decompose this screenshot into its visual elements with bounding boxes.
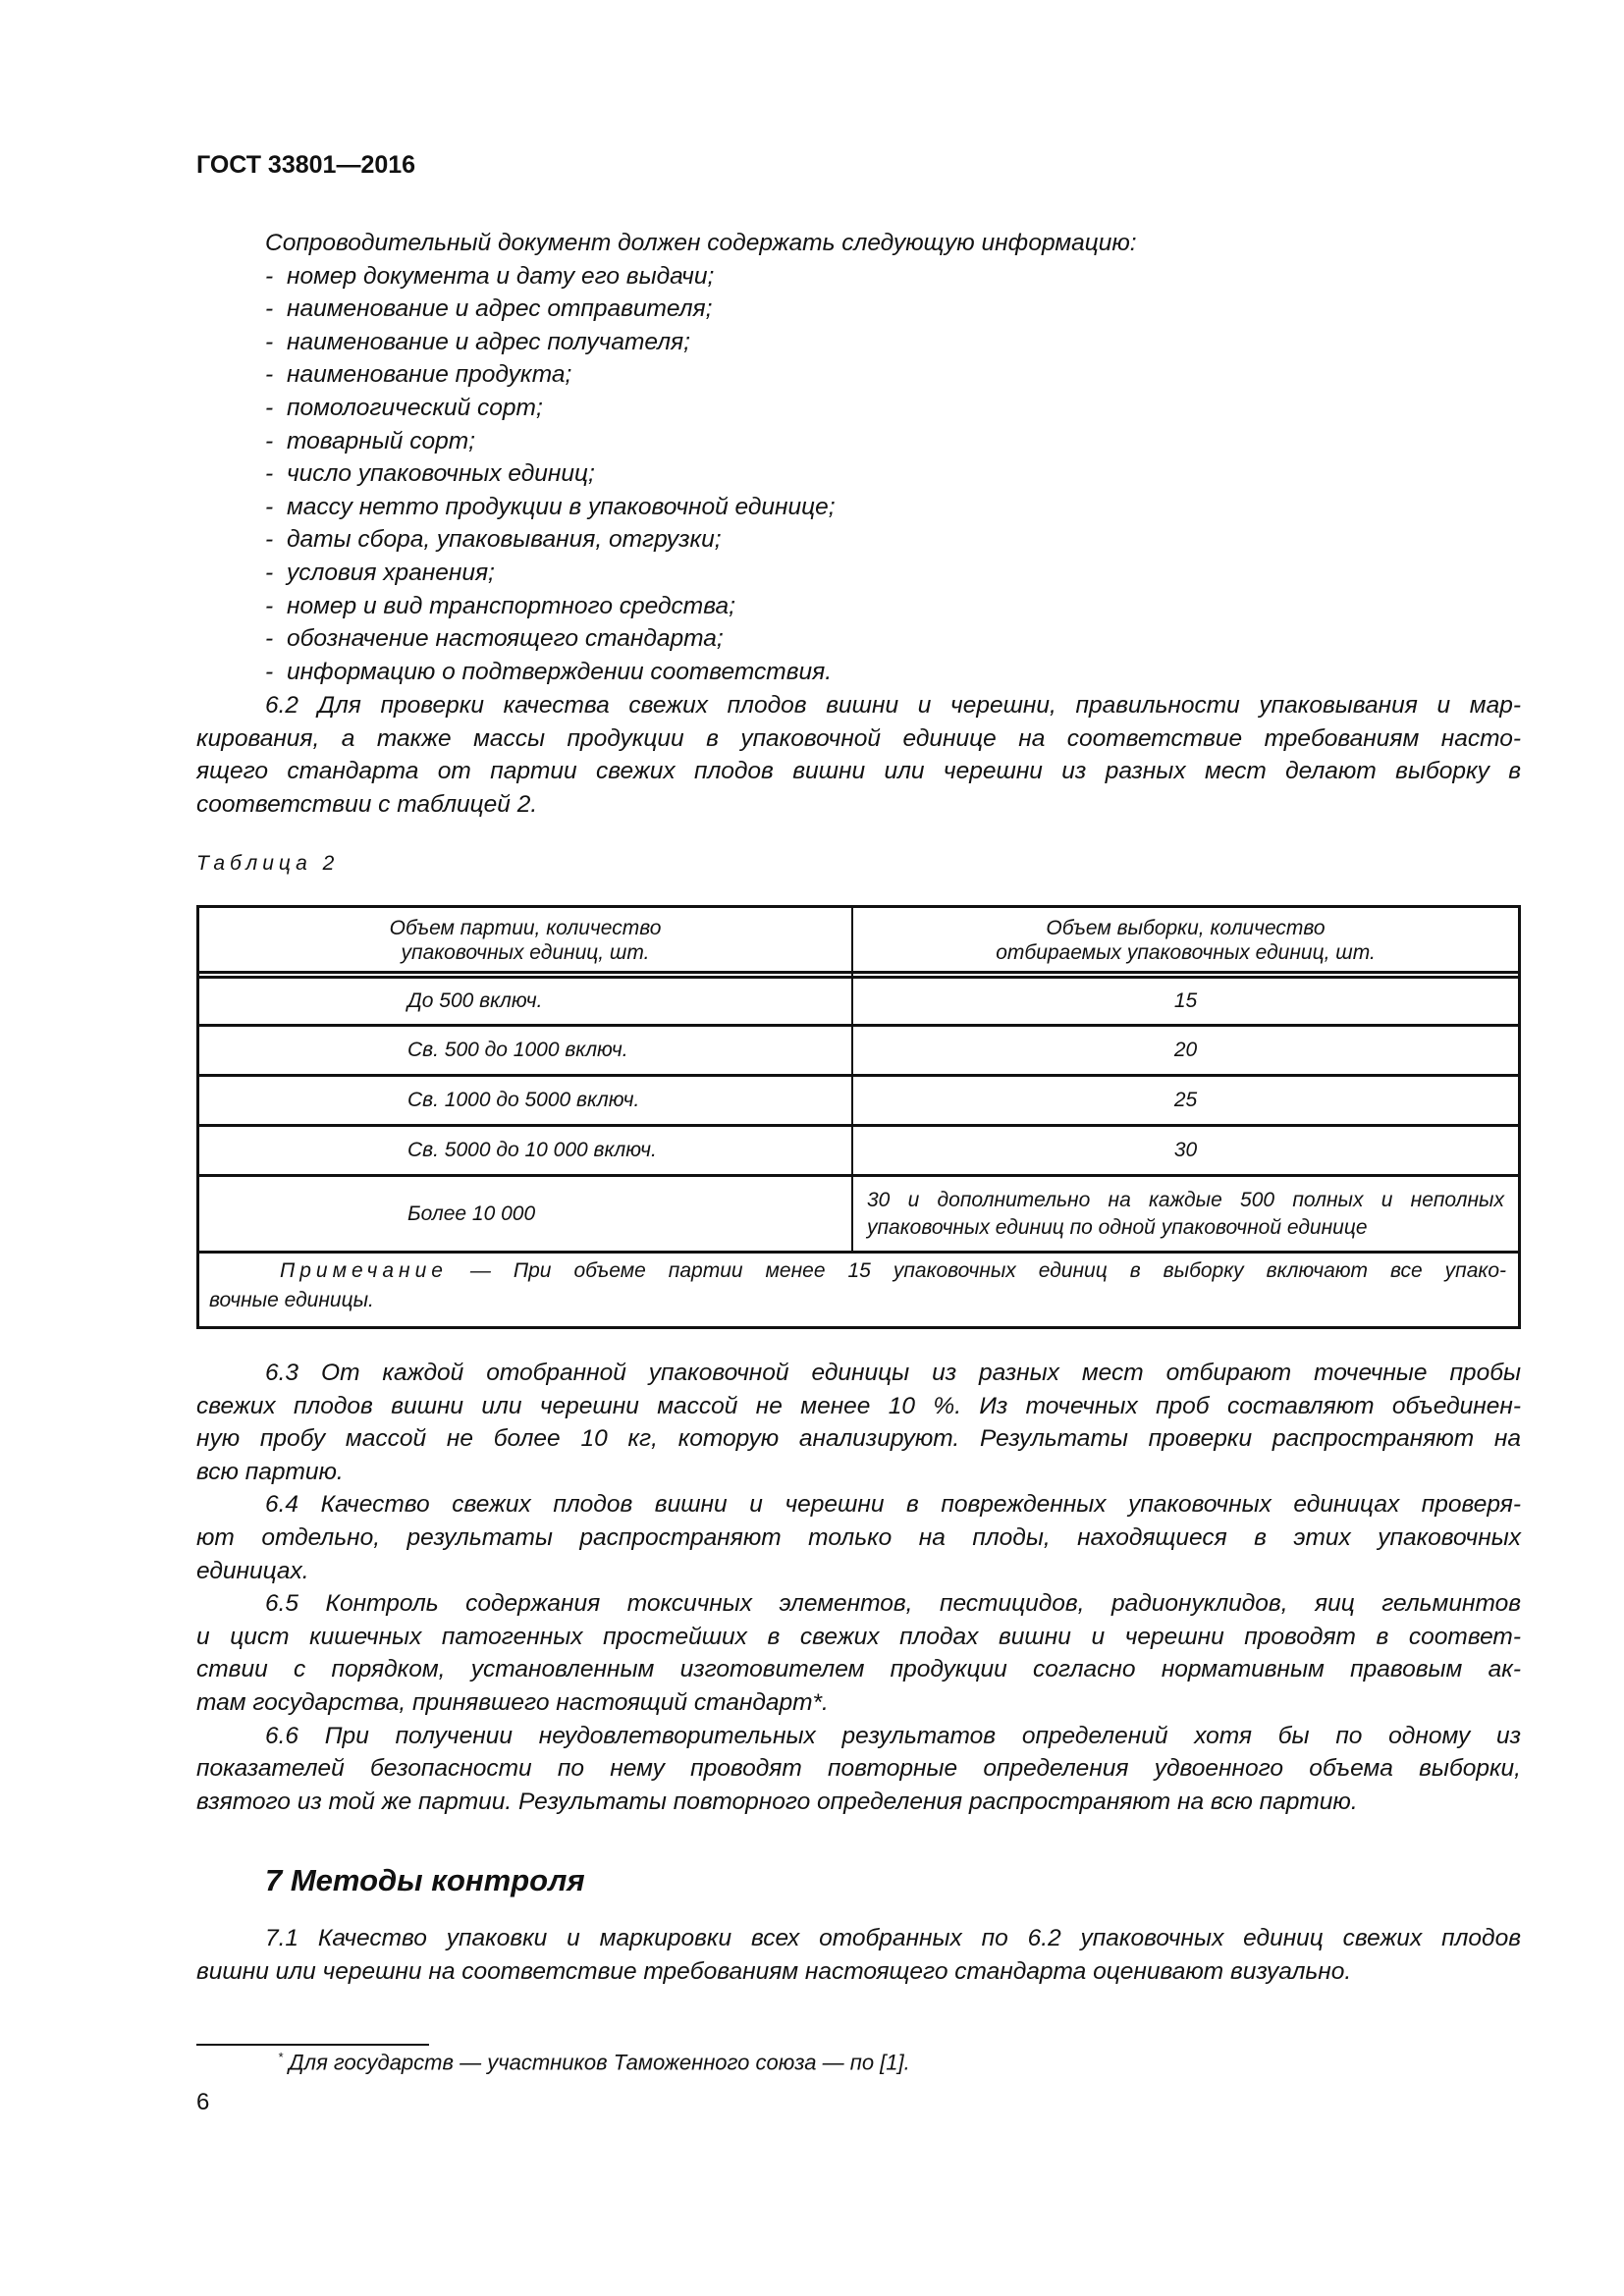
list-item-text: число упаковочных единиц;	[287, 460, 595, 488]
paragraph-line: ют отдельно, результаты распространяют только на плоды, находящиеся в этих упаковочных	[196, 1523, 1521, 1551]
list-item	[265, 326, 836, 359]
table-cell-sample-size: 30 и дополнительно на каждые 500 полных и неполных упаковочных единиц по одной упаковочной единице	[867, 1188, 1504, 1239]
paragraph-line: и цист кишечных патогенных простейших в свежих плодах вишни и черешни проводят в соответ-	[196, 1623, 1521, 1650]
header-rule	[199, 971, 1518, 974]
header-line: Объем выборки, количество	[1046, 917, 1326, 939]
paragraph	[196, 1720, 1521, 1819]
list-item-text: наименование и адрес получателя;	[287, 328, 690, 355]
paragraph-7-1	[196, 1922, 1521, 1988]
table-cell-sample-size: 20	[1173, 1039, 1198, 1061]
paragraph-line: взятого из той же партии. Результаты повторного определения распространяют на всю партию.	[196, 1788, 1358, 1815]
list-item	[265, 590, 836, 623]
paragraph-line: 6.5 Контроль содержания токсичных элементов, пестицидов, радионуклидов, яиц гельминтов	[265, 1590, 1521, 1618]
paragraphs-6-3-to-6-6	[196, 1357, 1521, 1818]
table-cell-lot-size: До 500 включ.	[407, 989, 543, 1012]
list-bullet: -	[265, 493, 274, 520]
list-bullet: -	[265, 526, 274, 554]
intro-text: Сопроводительный документ должен содержать следующую информацию:	[265, 230, 1137, 256]
list-item	[265, 656, 836, 689]
paragraph	[196, 1357, 1521, 1488]
list-item-text: номер документа и дату его выдачи;	[287, 262, 715, 290]
paragraph	[196, 1488, 1521, 1587]
table-header-lot-size	[199, 908, 851, 973]
table-cell-lot-size: Св. 1000 до 5000 включ.	[407, 1089, 640, 1111]
list-item	[265, 557, 836, 590]
table-cell-sample-size: 15	[1173, 989, 1198, 1012]
paragraph-6-2	[196, 689, 1521, 821]
list-bullet: -	[265, 592, 274, 619]
list-item	[265, 523, 836, 557]
list-item	[265, 293, 836, 326]
paragraph	[196, 1587, 1521, 1719]
list-item-text: информацию о подтверждении соответствия.	[287, 658, 833, 685]
footnote-text: Для государств — участников Таможенного союза — по [1].	[283, 2050, 910, 2075]
paragraph-line: ствии с порядком, установленным изготовителем продукции согласно нормативным правовым ак-	[196, 1656, 1521, 1683]
list-item-text: помологический сорт;	[287, 394, 543, 421]
paragraph-line: вишни или черешни на соответствие требованиям настоящего стандарта оценивают визуально.	[196, 1957, 1352, 1985]
note-label: Примечание	[280, 1259, 448, 1282]
list-item-text: условия хранения;	[287, 559, 495, 586]
list-item-text: товарный сорт;	[287, 427, 475, 454]
list-bullet: -	[265, 328, 274, 355]
paragraph-line: ную пробу массой не более 10 кг, которую анализируют. Результаты проверки распространяют на	[196, 1425, 1521, 1453]
paragraph-line: показателей безопасности по нему проводят повторные определения удвоенного объема выборки,	[196, 1755, 1521, 1783]
paragraph-line: там государства, принявшего настоящий стандарт*.	[196, 1688, 829, 1716]
header-line: упаковочных единиц, шт.	[401, 941, 650, 964]
list-bullet: -	[265, 625, 274, 653]
paragraph-line: 7.1 Качество упаковки и маркировки всех отобранных по 6.2 упаковочных единиц свежих плодов	[265, 1925, 1521, 1951]
footnote-rule	[196, 2044, 429, 2046]
table-cell-sample-size: 30	[1173, 1139, 1198, 1161]
sampling-table	[196, 905, 1521, 1329]
footnote	[278, 2050, 910, 2075]
paragraph	[196, 1922, 1521, 1988]
list-item-text: наименование и адрес отправителя;	[287, 295, 713, 323]
paragraph-line: 6.6 При получении неудовлетворительных результатов определений хотя бы по одному из	[265, 1722, 1521, 1749]
table-header-sample-size	[853, 908, 1518, 973]
paragraph-line: соответствии с таблицей 2.	[196, 790, 538, 818]
paragraph-line: свежих плодов вишни или черешни массой не менее 10 %. Из точечных проб составляют объединен-	[196, 1392, 1521, 1419]
list-item	[265, 622, 836, 656]
paragraph-line: всю партию.	[196, 1458, 344, 1485]
list-item-text: обозначение настоящего стандарта;	[287, 625, 724, 653]
list-bullet: -	[265, 295, 274, 323]
footnote-marker: *	[278, 2050, 284, 2064]
list-bullet: -	[265, 460, 274, 488]
note-rule	[199, 1251, 1518, 1254]
intro-line	[196, 227, 1521, 260]
table-cell-lot-size: Св. 500 до 1000 включ.	[407, 1039, 628, 1061]
table-note	[209, 1256, 1506, 1315]
list-item-text: массу нетто продукции в упаковочной единице;	[287, 493, 836, 520]
note-text: — При объеме партии менее 15 упаковочных единиц в выборку включают все упако-	[447, 1259, 1506, 1282]
list-bullet: -	[265, 658, 274, 685]
paragraph-line: единицах.	[196, 1557, 309, 1584]
list-bullet: -	[265, 361, 274, 389]
table-caption: Таблица 2	[196, 852, 340, 875]
paragraph-line: 6.4 Качество свежих плодов вишни и черешни в поврежденных упаковочных единицах проверя-	[265, 1491, 1521, 1519]
list-bullet: -	[265, 262, 274, 290]
paragraph-line: ящего стандарта от партии свежих плодов вишни или черешни из разных мест делают выборку в	[196, 758, 1521, 785]
page-number: 6	[196, 2089, 210, 2115]
list-item-text: даты сбора, упаковывания, отгрузки;	[287, 526, 722, 554]
paragraph-line: кирования, а также массы продукции в упаковочной единице на соответствие требованиям насто-	[196, 724, 1521, 752]
note-text-cont: вочные единицы.	[209, 1289, 374, 1311]
list-bullet: -	[265, 394, 274, 421]
header-line: отбираемых упаковочных единиц, шт.	[996, 941, 1376, 964]
list-item-text: наименование продукта;	[287, 361, 572, 389]
list-item	[265, 491, 836, 524]
list-bullet: -	[265, 559, 274, 586]
list-item	[265, 358, 836, 392]
list-item	[265, 425, 836, 458]
paragraph-line: 6.3 От каждой отобранной упаковочной единицы из разных мест отбирают точечные пробы	[265, 1360, 1521, 1386]
section-heading: 7 Методы контроля	[265, 1863, 585, 1897]
paragraph	[196, 689, 1521, 821]
list-item	[265, 392, 836, 425]
paragraph-line: 6.2 Для проверки качества свежих плодов вишни и черешни, правильности упаковывания и мар-	[265, 692, 1521, 719]
table-cell-sample-size: 25	[1173, 1089, 1198, 1111]
header-line: Объем партии, количество	[389, 917, 662, 939]
list-item-text: номер и вид транспортного средства;	[287, 592, 735, 619]
list-item	[265, 457, 836, 491]
document-code: ГОСТ 33801—2016	[196, 151, 416, 179]
table-cell-lot-size: Св. 5000 до 10 000 включ.	[407, 1139, 657, 1161]
list-bullet: -	[265, 427, 274, 454]
list-item	[265, 260, 836, 294]
table-cell-lot-size: Более 10 000	[407, 1201, 536, 1225]
required-info-list	[265, 260, 836, 689]
